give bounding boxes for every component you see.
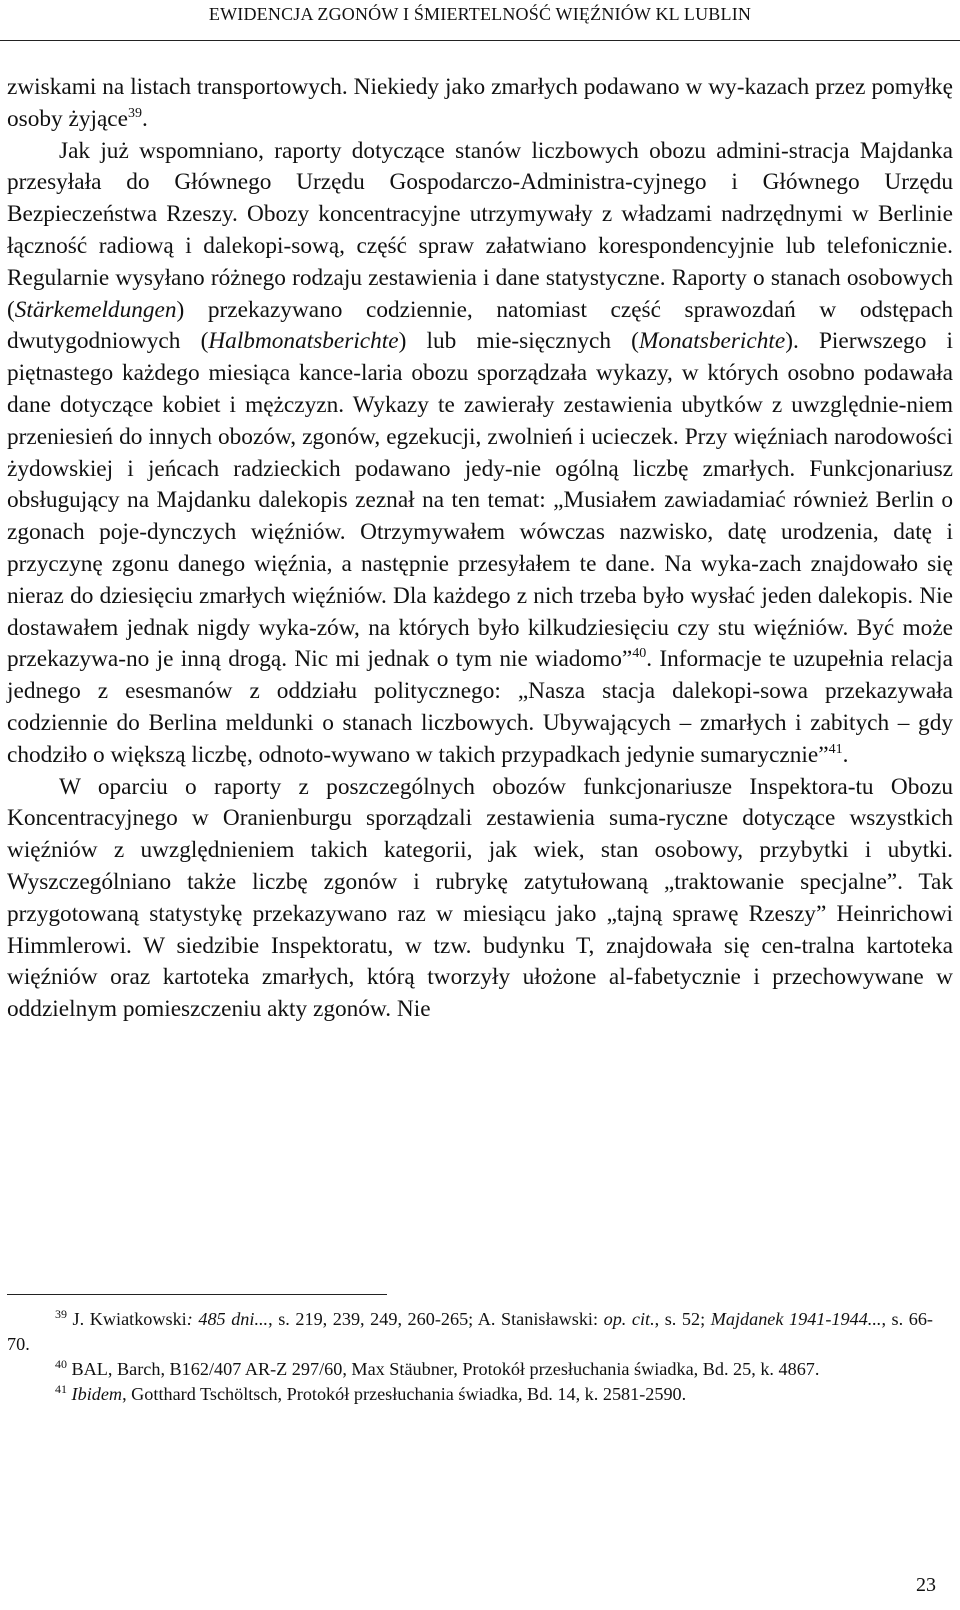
footnotes <box>7 1307 933 1407</box>
text-run: . Informacje te uzupełnia relacja jednego z esesmanów z oddziału politycznego: „Nasza stacja dalekopi-sowa przekazywała codziennie do Berlina meldunki o stanach liczbowych. Ubywających – zmarłych i zabitych – gdy chodziło o większą liczbę, odnoto-wywano w takich przypadkach jedynie sumarycznie” <box>7 646 953 768</box>
footnote-39 <box>7 1307 933 1357</box>
footnote-number: 40 <box>55 1357 67 1371</box>
main-text <box>7 72 953 1026</box>
page-number: 23 <box>916 1574 936 1596</box>
italic-title: Majdanek 1941-1944... <box>710 1309 882 1329</box>
footnote-number: 41 <box>55 1382 67 1396</box>
text-run: Jak już wspomniano, raporty dotyczące stanów liczbowych obozu admini-stracja Majdanka przesyłała do Głównego Urzędu Gospodarczo-Administra-cyjnego i Głównego Urzędu Bezpieczeństwa Rzeszy. Obozy koncentracyjne utrzymywały z władzami nadrzędnymi w Berlinie łączność radiową i dalekopi-sową, część spraw załatwiano korespondencyjnie lub telefonicznie. Regularnie wysyłano różnego rodzaju zestawienia i dane statystyczne. Raporty o stanach osobowych ( <box>7 137 953 323</box>
italic-term: Stärkemeldungen <box>14 296 177 323</box>
text-run: ) lub mie-sięcznych ( <box>398 328 639 355</box>
italic-term: Halbmonatsberichte <box>208 328 399 355</box>
paragraph-1 <box>7 72 953 136</box>
text-run: zwiskami na listach transportowych. Niekiedy jako zmarłych podawano w wy-kazach przez pomyłkę osoby żyjące <box>7 74 953 132</box>
italic-term: Monatsberichte <box>638 328 786 355</box>
footnote-ref-41[interactable]: 41 <box>828 741 843 757</box>
italic-title: op. cit. <box>603 1309 655 1329</box>
header-divider <box>0 40 960 41</box>
text-run: J. Kwiatkowski <box>67 1309 187 1329</box>
text-run: , s. 219, 239, 249, 260-265; A. Stanisławski: <box>268 1309 604 1329</box>
text-run: BAL, Barch, B162/407 AR-Z 297/60, Max Stäubner, Protokół przesłuchania świadka, Bd. 25, k. 4867. <box>67 1359 820 1379</box>
italic-title: : 485 dni... <box>186 1309 269 1329</box>
footnote-divider <box>7 1294 387 1295</box>
text-run: , s. 52; <box>654 1309 711 1329</box>
running-header: EWIDENCJA ZGONÓW I ŚMIERTELNOŚĆ WIĘŹNIÓW KL LUBLIN <box>208 4 752 24</box>
footnote-number: 39 <box>55 1307 67 1321</box>
footnote-41 <box>7 1382 933 1407</box>
footnote-40 <box>7 1357 933 1382</box>
text-run: , Gotthard Tschöltsch, Protokół przesłuchania świadka, Bd. 14, k. 2581-2590. <box>122 1384 687 1404</box>
paragraph-3: W oparciu o raporty z poszczególnych obozów funkcjonariusze Inspektora-tu Obozu Koncentracyjnego w Oranienburgu sporządzali zestawienia suma-ryczne dotyczące wszystkich więźniów z uwzględnieniem takich kategorii, jak wiek, stan osobowy, przybytki i ubytki. Wyszczególniano także liczbę zgonów i rubrykę zatytułowaną „traktowanie specjalne”. Tak przygotowaną statystykę przekazywano raz w miesiącu jako „tajną sprawę Rzeszy” Heinrichowi Himmlerowi. W siedzibie Inspektoratu, w tzw. budynku T, znajdowała się cen-tralna kartoteka więźniów oraz kartoteka zmarłych, którą tworzyły ułożone al-fabetycznie i przechowywane w oddzielnym pomieszczeniu akty zgonów. Nie <box>7 773 953 1023</box>
italic-title: Ibidem <box>71 1384 123 1404</box>
footnote-ref-39[interactable]: 39 <box>127 105 142 121</box>
paragraph-2 <box>7 136 953 772</box>
footnote-ref-40[interactable]: 40 <box>632 646 647 662</box>
text-run: , s. 66-70. <box>7 1309 933 1354</box>
text-run: ) przekazywano codziennie, natomiast część sprawozdań w odstępach dwutygodniowych ( <box>7 296 953 355</box>
text-run: ). Pierwszego i piętnastego każdego miesiąca kance-laria obozu sporządzała wykazy, w których osobno podawała dane dotyczące kobiet i mężczyzn. Wykazy te zawierały zestawienia ubytków z uwzględnie-niem przeniesień do innych obozów, zgonów, egzekucji, zwolnień i ucieczek. Przy więźniach narodowości żydowskiej i jeńcach radzieckich podawano jedy-nie ogólną liczbę zmarłych. Funkcjonariusz obsługujący na Majdanku dalekopis zeznał na ten temat: „Musiałem zawiadamiać również Berlin o zgonach poje-dynczych więźniów. Otrzymywałem wówczas nazwisko, datę urodzenia, datę i przyczynę zgonu danego więźnia, a następnie przesyłałem te dane. Na wyka-zach znajdowało się nieraz do dziesięciu zmarłych więźniów. Dla każdego z nich trzeba było wysłać jeden dalekopis. Nie dostawałem jednak nigdy wyka-zów, na których było kilkudziesięciu czy stu więźniów. Być może przekazywa-no je inną drogą. Nic mi jednak o tym nie wiadomo” <box>7 328 953 673</box>
text-run: . <box>141 105 148 132</box>
text-run: . <box>842 741 849 768</box>
